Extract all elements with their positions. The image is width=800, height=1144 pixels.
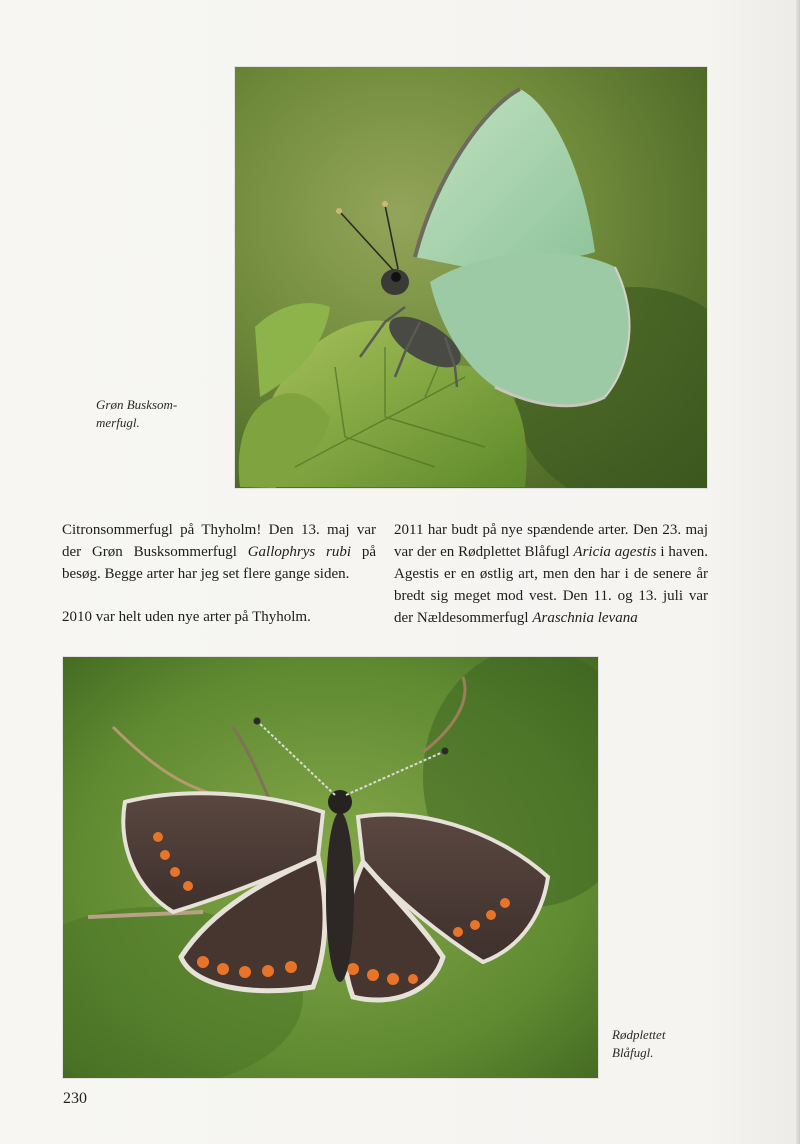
page-number: 230 (63, 1090, 87, 1107)
butterfly-photo-brown-icon (63, 657, 598, 1078)
text-run: Citronsommerfugl på Thyholm! Den 13. maj var der Grøn Busksommerfugl (62, 522, 376, 560)
paragraph-citronsommerfugl (62, 519, 376, 585)
photo-caption-bottom: Rødplettet Blåfugl. (612, 1027, 666, 1060)
paragraph-2010: 2010 var helt uden nye arter på Thyholm. (62, 609, 311, 625)
page-edge (796, 0, 800, 1144)
text-column-right (394, 519, 708, 629)
species-name: Gallophrys rubi (247, 544, 352, 560)
photo-green-hairstreak (235, 67, 707, 488)
text-run: på besøg. Begge arter har jeg set flere gange siden. (62, 544, 376, 582)
photo-caption-top: Grøn Busksom- merfugl. (96, 397, 178, 430)
photo-brown-argus (63, 657, 598, 1078)
paragraph-2011 (394, 519, 708, 629)
text-run: i haven. Agestis er en østlig art, men den har i de senere år bredt sig meget mod vest. Den 11. og 13. juli var der Nældesommerfugl (394, 544, 709, 626)
species-name: Aricia agestis (573, 544, 657, 560)
text-run: 2011 har budt på nye spændende arter. Den 23. maj var der en Rødplettet Blåfugl (394, 522, 708, 560)
text-column-left (62, 519, 376, 628)
species-name: Araschnia levana (532, 610, 638, 626)
butterfly-photo-green-icon (235, 67, 707, 488)
